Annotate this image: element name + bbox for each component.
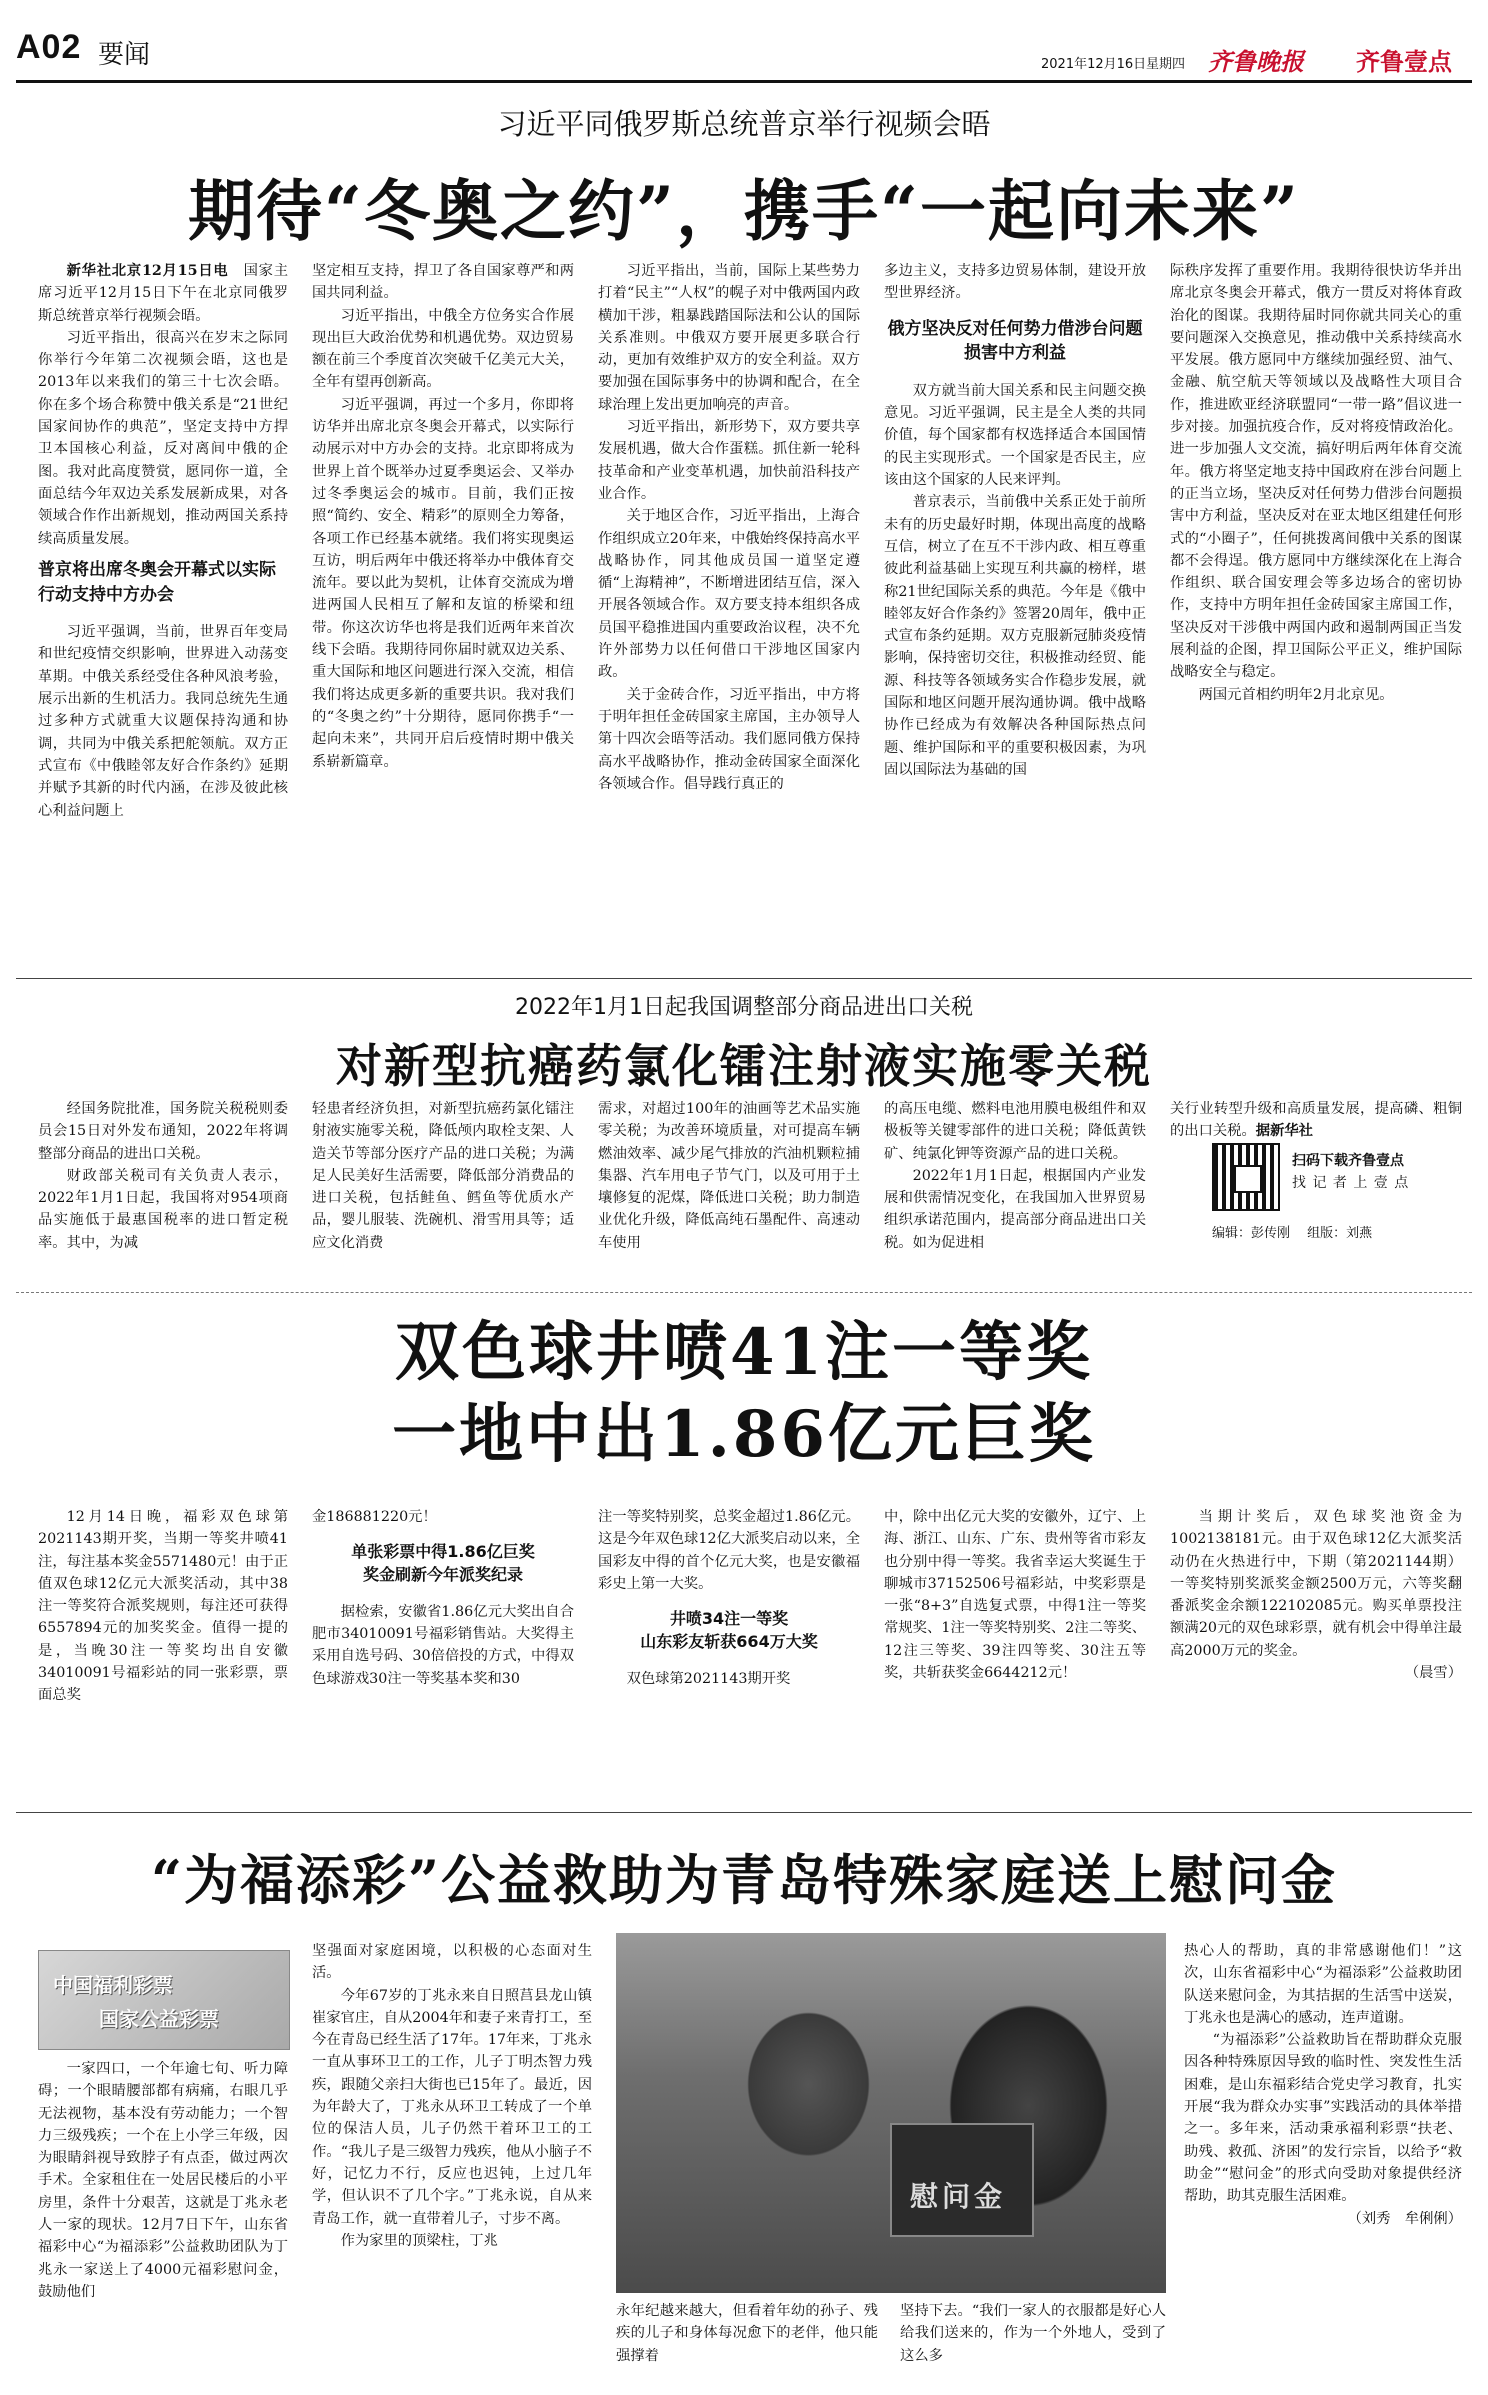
- app-logo: 齐鲁壹点: [1356, 48, 1452, 76]
- paragraph: 坚强面对家庭困境，以积极的心态面对生活。: [312, 1943, 592, 1982]
- editor-credits: [1212, 1222, 1472, 1241]
- paragraph: 习近平强调，再过一个多月，你即将访华并出席北京冬奥会开幕式，以实际行动展示对中方办会的支持。北京即将成为世界上首个既举办过夏季奥运会、又举办过冬季奥运会的城市。目前，我们正按照“简约、安全、精彩”的原则全力筹备，各项工作已经基本就绪。我们将实现奥运互访，明后两年中俄还将举办中俄体育交流年。要以此为契机，让体育交流成为增进两国人民相互了解和友谊的桥梁和纽带。你这次访华也将是我们近两年来首次线下会晤。我期待同你届时就双边关系、重大国际和地区问题进行深入交流，相信我们将达成更多新的重要共识。我对我们的“冬奥之约”十分期待，愿同你携手“一起向未来”，共同开启后疫情时期中俄关系崭新篇章。: [312, 396, 574, 770]
- article4-column-5: [1184, 1940, 1462, 2383]
- paragraph: 永年纪越来越大，但看着年幼的孙子、残疾的儿子和身体每况愈下的老伴，他只能强撑着: [616, 2303, 878, 2364]
- donation-certificate: [890, 2123, 1034, 2237]
- article4-column-1: [38, 2058, 288, 2383]
- byline: （刘秀 牟俐俐）: [1347, 2210, 1462, 2227]
- paragraph: 财政部关税司有关负责人表示，2022年1月1日起，我国将对954项商品实施低于最惠国税率的进口暂定税率。其中，为减: [38, 1167, 288, 1251]
- paragraph: 际秩序发挥了重要作用。我期待很快访华并出席北京冬奥会开幕式，俄方一贯反对将体育政治化的图谋。我期待届时同你就共同关心的重要问题深入交换意见，推动俄中关系持续高水平发展。俄方愿同中方继续加强经贸、油气、金融、航空航天等领域以及战略性大项目合作，推进欧亚经济联盟同“一带一路”倡议进一步对接。加强抗疫合作，反对将疫情政治化。进一步加强人文交流，搞好明后两年体育交流年。俄方将坚定地支持中国政府在涉台问题上的正当立场，坚决反对任何势力借涉台问题损害中方利益，坚决反对在亚太地区组建任何形式的“小圈子”，任何挑拨离间俄中关系的图谋都不会得逞。俄方愿同中方继续深化在上海合作组织、联合国安理会等多边场合的密切协作，支持中方明年担任金砖国家主席国工作，坚决反对干涉俄中两国内政和遏制两国正当发展利益的企图，捍卫国际公平正义，维护国际战略安全与稳定。: [1170, 263, 1462, 681]
- paragraph: 习近平指出，当前，国际上某些势力打着“民主”“人权”的幌子对中俄两国内政横加干涉，粗暴践踏国际法和公认的国际关系准则。中俄双方要开展更多联合行动，更加有效维护双方的安全利益。双方要加强在国际事务中的协调和配合，在全球治理上发出更加响亮的声音。: [598, 263, 860, 413]
- article4-column-3: [616, 2300, 878, 2385]
- paragraph: 热心人的帮助，真的非常感谢他们！”这次，山东省福彩中心“为福添彩”公益救助团队送来慰问金，为其拮据的生活雪中送炭，丁兆永也是满心的感动，连声道谢。: [1184, 1943, 1462, 2026]
- paragraph: 一家四口，一个年逾七旬、听力障碍；一个眼睛腰部都有病痛，右眼几乎无法视物，基本没有劳动能力；一个智力三级残疾；一个在上小学三年级，因为眼睛斜视导致脖子有点歪，做过两次手术。全家租住在一处居民楼后的小平房里，条件十分艰苦，这就是丁兆永老人一家的现状。12月7日下午，山东省福彩中心“为福添彩”公益救助团队为丁兆永一家送上了4000元福彩慰问金，鼓励他们: [38, 2061, 288, 2300]
- article2-column-1: [38, 1098, 288, 1288]
- paragraph: 坚定相互支持，捍卫了各自国家尊严和两国共同利益。: [312, 263, 574, 302]
- divider: [16, 978, 1472, 979]
- article3-column-1: [38, 1506, 288, 1796]
- paragraph: 中，除中出亿元大奖的安徽外，辽宁、上海、浙江、山东、广东、贵州等省市彩友也分别中得一等奖。我省幸运大奖诞生于聊城市37152506号福彩站，中奖彩票是一张“8+3”自选复式票，中得1注一等奖常规奖、1注一等奖特别奖、2注二等奖、12注三等奖、39注四等奖、30注五等奖，共斩获奖金6644212元！: [884, 1509, 1146, 1682]
- paragraph: 轻患者经济负担，对新型抗癌药氯化镭注射液实施零关税，降低颅内取栓支架、人造关节等部分医疗产品的进口关税；为满足人民美好生活需要，降低部分消费品的进口关税，包括鲑鱼、鳕鱼等优质水产品，婴儿服装、洗碗机、滑雪用具等；适应文化消费: [312, 1101, 574, 1251]
- article1-column-1: 新华社北京12月15日电 国家主席习近平12月15日下午在北京同俄罗斯总统普京举行视频会晤。 习近平指出，很高兴在岁末之际同你举行今年第二次视频会晤，这也是2013年以来我们的第三十七次会晤。你在多个场合称赞中俄关系是“21世纪国家间协作的典范”，坚定支持中方捍卫本国核心利益，反对离间中俄的企图。我对此高度赞赏，愿同你一道，全面总结今年双边关系发展新成果，对各领域合作作出新规划，推动两国关系持续高质量发展。 普京将出席冬奥会开幕式以实际行动支持中方办会 习近平强调，当前，世界百年变局和世纪疫情交织影响，世界进入动荡变革期。中俄关系经受住各种风浪考验，展示出新的生机活力。我同总统先生通过多种方式就重大议题保持沟通和协调，共同为中俄关系把舵领航。双方正式宣布《中俄睦邻友好合作条约》延期并赋予其新的时代内涵，在涉及彼此核心利益问题上: [38, 260, 288, 970]
- article2-headline: 对新型抗癌药氯化镭注射液实施零关税: [336, 1039, 1152, 1093]
- paragraph: 金186881220元！: [312, 1509, 437, 1525]
- byline: （晨雪）: [1404, 1665, 1462, 1682]
- certificate-text: 慰问金: [910, 2180, 1007, 2213]
- source-credit: 据新华社: [1255, 1123, 1313, 1140]
- paragraph: 习近平指出，中俄全方位务实合作展现出巨大政治优势和机遇优势。双边贸易额在前三个季度首次突破千亿美元大关，全年有望再创新高。: [312, 307, 574, 391]
- paragraph: 12月14日晚，福彩双色球第2021143期开奖，当期一等奖井喷41注，每注基本奖金5571480元！由于正值双色球12亿元大派奖活动，其中38注一等奖符合派奖规则，每注还可获得6557894元的加奖奖金。值得一提的是，当晚30注一等奖均出自安徽34010091号福彩站的同一张彩票，票面总奖: [38, 1509, 288, 1704]
- paragraph: 需求，对超过100年的油画等艺术品实施零关税；为改善环境质量，对可提高车辆燃油效率、减少尾气排放的汽油机颗粒捕集器、汽车用电子节气门，以及可用于土壤修复的泥煤，降低进口关税；助力制造业优化升级，降低高纯石墨配件、高速动车使用: [598, 1101, 860, 1251]
- article2-column-5: [1170, 1098, 1462, 1142]
- divider: [16, 1812, 1472, 1813]
- paragraph: 双方就当前大国关系和民主问题交换意见。习近平强调，民主是全人类的共同价值，每个国家都有权选择适合本国国情的民主实现形式。一个国家是否民主，应该由这个国家的人民来评判。: [884, 382, 1146, 489]
- article3-headline-line1: 双色球井喷41注一等奖: [394, 1315, 1094, 1390]
- paragraph: 两国元首相约明年2月北京见。: [1198, 686, 1394, 703]
- divider: [16, 1292, 1472, 1293]
- article1-headline: 期待“冬奥之约”，携手“一起向未来”: [188, 172, 1300, 250]
- qr-caption-line1: 扫码下载齐鲁壹点: [1292, 1153, 1404, 1169]
- qr-caption-line2: 找 记 者 上 壹 点: [1292, 1175, 1410, 1192]
- article1-column-5: [1170, 260, 1462, 970]
- article1-subheading-2: 俄方坚决反对任何势力借涉台问题损害中方利益: [887, 318, 1143, 364]
- paragraph: 关于地区合作，习近平指出，上海合作组织成立20年来，中俄始终保持高水平战略协作，同其他成员国一道坚定遵循“上海精神”，不断增进团结互信，深入开展各领域合作。双方要支持本组织各成员国平稳推进国内重要政治议程，决不允许外部势力以任何借口干涉地区国家内政。: [598, 508, 860, 681]
- family-receiving-donation-photo: [616, 1933, 1166, 2293]
- paragraph: 关于金砖合作，习近平指出，中方将于明年担任金砖国家主席国，主办领导人第十四次会晤等活动。我们愿同俄方保持高水平战略协作，推动金砖国家全面深化各领域合作。倡导践行真正的: [598, 686, 860, 792]
- paragraph: 关行业转型升级和高质量发展，提高磷、粗铜的出口关税。: [1170, 1101, 1462, 1140]
- paragraph: 习近平指出，新形势下，双方要共享发展机遇，做大合作蛋糕。抓住新一轮科技革命和产业变革机遇，加快前沿科技产业合作。: [598, 419, 860, 502]
- qilu-app-logo-icon: [1234, 1165, 1262, 1193]
- article4-headline: “为福添彩”公益救助为青岛特殊家庭送上慰问金: [150, 1848, 1338, 1912]
- article1-kicker: 习近平同俄罗斯总统普京举行视频会晤: [497, 107, 991, 141]
- article1-column-4: [884, 260, 1146, 970]
- article4-column-4: [900, 2300, 1166, 2385]
- article3-subheading-2: 井喷34注一等奖 山东彩友斩获664万大奖: [640, 1609, 818, 1652]
- paragraph: 习近平指出，很高兴在岁末之际同你举行今年第二次视频会晤，这也是2013年以来我们的第三十七次会晤。你在多个场合称赞中俄关系是“21世纪国家间协作的典范”，坚定支持中方捍卫本国核心利益，反对离间中俄的企图。我对此高度赞赏，愿同你一道，全面总结今年双边关系发展新成果，对各领域合作作出新规划，推动两国关系持续高质量发展。: [38, 329, 288, 547]
- article3-column-4: [884, 1506, 1146, 1796]
- dateline: 新华社北京12月15日电: [66, 263, 229, 279]
- paragraph: 坚持下去。“我们一家人的衣服都是好心人给我们送来的，作为一个外地人，受到了这么多: [900, 2303, 1166, 2364]
- article2-column-4: [884, 1098, 1146, 1288]
- article1-column-2: [312, 260, 574, 970]
- page-number: A02: [16, 28, 82, 66]
- qr-code[interactable]: [1212, 1143, 1280, 1211]
- paragraph: 今年67岁的丁兆永来自日照莒县龙山镇崔家官庄，自从2004年和妻子来青打工，至今在青岛已经生活了17年。17年来，丁兆永一直从事环卫工的工作，儿子丁明杰智力残疾，跟随父亲扫大街也已15年了。最近，因为年龄大了，丁兆永从环卫工转成了一个单位的保洁人员，儿子仍然干着环卫工的工作。“我儿子是三级智力残疾，他从小脑子不好，记忆力不行，反应也迟钝，上过几年学，但认识不了几个字。”丁兆永说，自从来青岛工作，就一直带着儿子，寸步不离。: [312, 1987, 592, 2227]
- article3-headline: [16, 1312, 1472, 1476]
- header-rule: [16, 80, 1472, 83]
- article1-subheading-1: 普京将出席冬奥会开幕式以实际行动支持中方办会: [38, 559, 276, 605]
- welfare-lottery-logo: [38, 1950, 290, 2050]
- designer-credit: 组版：刘燕: [1307, 1226, 1373, 1241]
- newspaper-logo: 齐鲁晚报: [1208, 47, 1304, 76]
- article3-column-2: [312, 1506, 574, 1796]
- qr-caption: [1292, 1150, 1462, 1195]
- paragraph: 普京表示，当前俄中关系正处于前所未有的历史最好时期，体现出高度的战略互信，树立了在互不干涉内政、相互尊重彼此利益基础上实现互利共赢的榜样，堪称21世纪国际关系的典范。今年是《俄中睦邻友好合作条约》签署20周年，俄中正式宣布条约延期。双方克服新冠肺炎疫情影响，保持密切交往，积极推动经贸、能源、科技等各领域务实合作稳步发展，就国际和地区问题开展沟通协调。俄中战略协作已经成为有效解决各种国际热点问题、维护国际和平的重要积极因素，为巩固以国际法为基础的国: [884, 494, 1146, 778]
- paragraph: 多边主义，支持多边贸易体制，建设开放型世界经济。: [884, 263, 1146, 302]
- paragraph: 双色球第2021143期开奖: [626, 1670, 791, 1687]
- article3-column-3: [598, 1506, 860, 1796]
- editor-credit: 编辑：彭传刚: [1212, 1226, 1291, 1241]
- article1-column-3: [598, 260, 860, 970]
- paragraph: 据检索，安徽省1.86亿元大奖出自合肥市34010091号福彩销售站。大奖得主采用自选号码、30倍倍投的方式，中得双色球游戏30注一等奖基本奖和30: [312, 1603, 574, 1687]
- section-name: 要闻: [98, 40, 151, 70]
- page-header: [16, 28, 1472, 88]
- article3-subheading-1: 单张彩票中得1.86亿巨奖 奖金刷新今年派奖纪录: [351, 1542, 535, 1585]
- paragraph: “为福添彩”公益救助旨在帮助群众克服因各种特殊原因导致的临时性、突发性生活困难，是山东福彩结合党史学习教育，扎实开展“我为群众办实事”实践活动的具体举措之一。多年来，活动秉承福利彩票“扶老、助残、救孤、济困”的发行宗旨，以给予“救助金”“慰问金”的形式向受助对象提供经济帮助，助其克服生活困难。: [1184, 2032, 1462, 2205]
- article3-headline-line2: 一地中出1.86亿元巨奖: [392, 1396, 1096, 1472]
- article2-column-2: [312, 1098, 574, 1288]
- paragraph: 当期计奖后，双色球奖池资金为1002138181元。由于双色球12亿大派奖活动仍在火热进行中，下期（第2021144期）一等奖特别奖派奖金额2500万元，六等奖翻番派奖金余额122102085元。购买单票投注额满20元的双色球彩票，就有机会中得单注最高2000万元的奖金。: [1170, 1509, 1462, 1659]
- paragraph: 经国务院批准，国务院关税税则委员会15日对外发布通知，2022年将调整部分商品的进出口关税。: [38, 1101, 288, 1162]
- paragraph: 2022年1月1日起，根据国内产业发展和供需情况变化，在我国加入世界贸易组织承诺范围内，提高部分商品进出口关税。如为促进相: [884, 1167, 1146, 1251]
- logo-line1: 中国福利彩票: [53, 1973, 173, 1997]
- article4-column-2: [312, 1940, 592, 2383]
- logo-line2: 国家公益彩票: [99, 2007, 219, 2031]
- article3-column-5: [1170, 1506, 1462, 1796]
- issue-date: 2021年12月16日: [1041, 57, 1147, 72]
- article2-kicker: 2022年1月1日起我国调整部分商品进出口关税: [515, 995, 973, 1020]
- paragraph: 的高压电缆、燃料电池用膜电极组件和双极板等关键零部件的进口关税；降低黄铁矿、纯氯化钾等资源产品的进口关税。: [884, 1101, 1146, 1162]
- paragraph: 作为家里的顶梁柱，丁兆: [340, 2232, 498, 2249]
- paragraph: 注一等奖特别奖，总奖金超过1.86亿元。这是今年双色球12亿大派奖启动以来，全国彩友中得的首个亿元大奖，也是安徽福彩史上第一大奖。: [598, 1509, 860, 1592]
- issue-weekday: 星期四: [1146, 57, 1186, 72]
- article2-column-3: [598, 1098, 860, 1288]
- paragraph: 习近平强调，当前，世界百年变局和世纪疫情交织影响，世界进入动荡变革期。中俄关系经受住各种风浪考验，展示出新的生机活力。我同总统先生通过多种方式就重大议题保持沟通和协调，共同为中俄关系把舵领航。双方正式宣布《中俄睦邻友好合作条约》延期并赋予其新的时代内涵，在涉及彼此核心利益问题上: [38, 624, 288, 819]
